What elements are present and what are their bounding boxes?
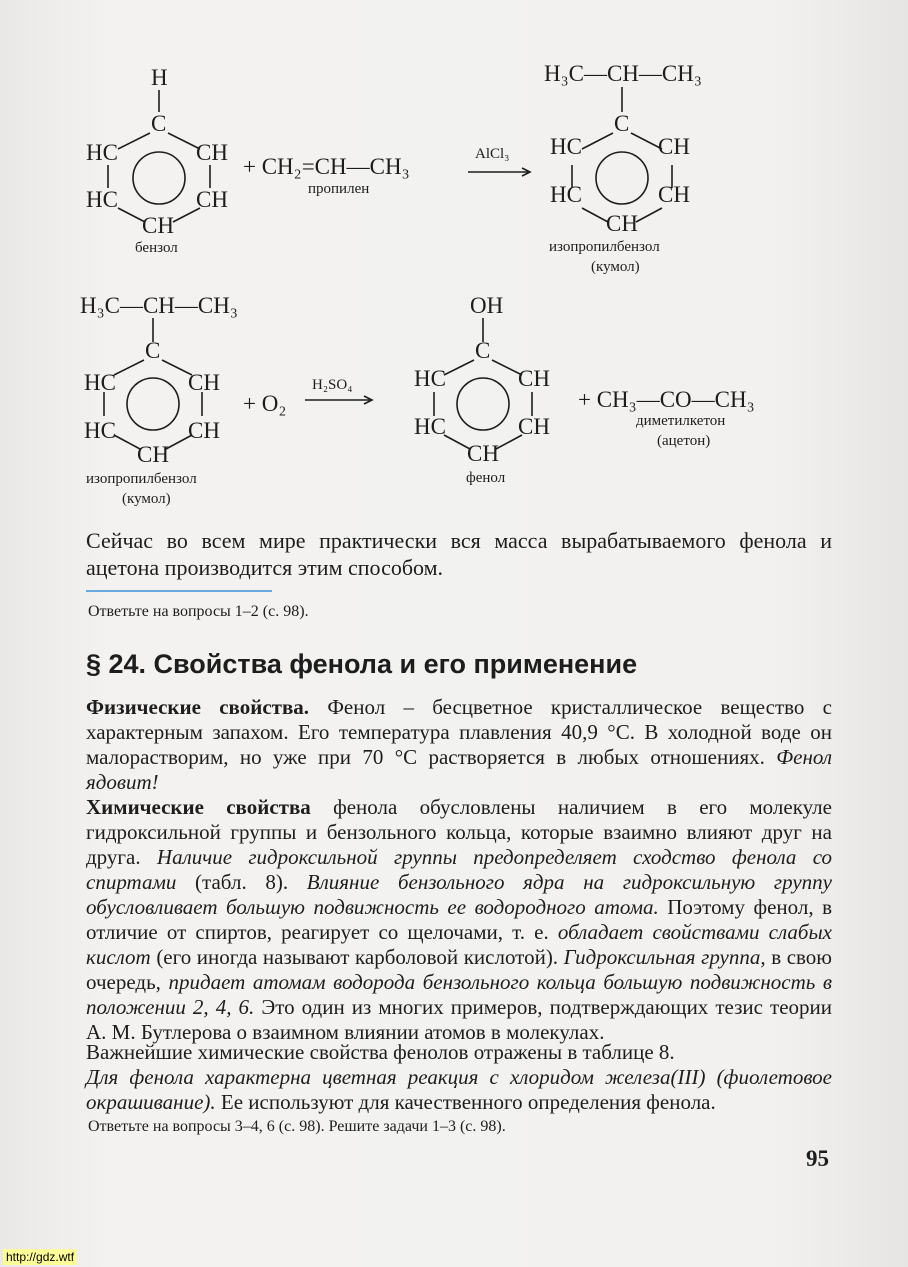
ring-c: C (151, 111, 167, 136)
chemical-emphasis: обладает свойствами слабых кислот (86, 920, 832, 969)
catalyst-h2so4: H₂SO₄ (312, 377, 353, 393)
benzene-label: бензол (135, 240, 178, 256)
ring-hc: HC (86, 140, 118, 165)
section-title: § 24. Свойства фенола и его применение (86, 649, 638, 679)
cumene-label: изопропилбензол (549, 239, 660, 255)
ring-hc: HC (86, 187, 118, 212)
ring-ch: CH (142, 213, 174, 238)
propylene-label: пропилен (308, 181, 370, 197)
ring-hc: HC (550, 182, 582, 207)
ring-c: C (145, 338, 161, 363)
cumene-label: изопропилбензол (86, 471, 197, 487)
chemical-text: (табл. 8). (176, 870, 307, 894)
ring-hc: HC (414, 366, 446, 391)
chemical-emphasis: Гидроксильная группа, (563, 945, 766, 969)
isopropyl-group: H₃C—CH—CH₃ (80, 293, 238, 318)
ring-ch: CH (188, 418, 220, 443)
ring-ch: CH (196, 187, 228, 212)
catalyst-alcl3: AlCl₃ (475, 146, 510, 162)
chemical-text: Это один из многих примеров, подтверждающих тезис теории А. М. Бутлерова о взаимном влиянии атомов в молекулах. (86, 995, 832, 1044)
ring-ch: CH (196, 140, 228, 165)
oxygen-reagent: + O₂ (243, 391, 287, 416)
acetone-formula: + CH₃—CO—CH₃ (578, 387, 755, 412)
ring-c: C (475, 338, 491, 363)
chemical-emphasis: придает атомам водорода бензольного кольца большую подвижность в положении 2, 4, 6. (86, 970, 832, 1019)
physical-properties-paragraph (86, 695, 832, 795)
questions-reference: Ответьте на вопросы 3–4, 6 (с. 98). Решите задачи 1–3 (с. 98). (88, 1118, 506, 1135)
ring-ch: CH (467, 441, 499, 466)
ring-ch: CH (188, 370, 220, 395)
color-reaction-text: Ее используют для качественного определения фенола. (215, 1090, 716, 1114)
ring-hc: HC (84, 418, 116, 443)
chemical-emphasis: Влияние бензольного ядра на гидроксильную группу обусловливает большую подвижность ее водородного атома. (86, 870, 832, 919)
page-number: 95 (806, 1146, 829, 1171)
ring-hc: HC (550, 134, 582, 159)
propylene-formula: + CH₂=CH—CH₃ (243, 154, 410, 179)
questions-reference: Ответьте на вопросы 1–2 (с. 98). (88, 603, 309, 620)
ring-hc: HC (84, 370, 116, 395)
ring-ch: CH (518, 366, 550, 391)
benzene-top-h: H (151, 65, 168, 90)
intro-paragraph: Сейчас во всем мире практически вся масса вырабатываемого фенола и ацетона производится этим способом. (86, 528, 832, 580)
watermark-link[interactable]: http://gdz.wtf (3, 1249, 77, 1265)
ring-ch: CH (606, 211, 638, 236)
phenol-label: фенол (466, 470, 506, 486)
ring-ch: CH (518, 414, 550, 439)
chemical-lead: Химические свойства (86, 795, 311, 819)
color-reaction-paragraph (86, 1065, 832, 1115)
chemical-emphasis: Наличие гидроксильной группы предопределяет сходство фенола со спиртами (86, 845, 832, 894)
ring-ch: CH (658, 182, 690, 207)
chemical-properties-paragraph (86, 795, 832, 1045)
ring-c: C (614, 111, 630, 136)
color-reaction-emphasis: Для фенола характерна цветная реакция с хлоридом железа(III) (фиолетовое окрашивание). (86, 1065, 832, 1114)
acetone-label-alt: (ацетон) (657, 433, 711, 449)
hydroxyl-group: OH (470, 293, 504, 318)
chemical-text: Поэтому фенол, в отличие от спиртов, реагирует со щелочами, т. е. (86, 895, 832, 944)
cumene-label-alt: (кумол) (122, 491, 171, 507)
table-reference-paragraph: Важнейшие химические свойства фенолов отражены в таблице 8. (86, 1040, 675, 1064)
chemical-text: в свою очередь, (86, 945, 832, 994)
physical-lead: Физические свойства. (86, 695, 310, 719)
acetone-label: диметилкетон (636, 413, 726, 429)
ring-ch: CH (658, 134, 690, 159)
physical-text: Фенол – бесцветное кристаллическое вещество с характерным запахом. Его температура плавления 40,9 °C. В холодной воде он малорастворим, но уже при 70 °C растворяется в любых отношениях. (86, 695, 833, 769)
cumene-label-alt: (кумол) (591, 259, 640, 275)
physical-warning: Фенол ядовит! (86, 745, 832, 794)
ring-hc: HC (414, 414, 446, 439)
chemical-text: фенола обусловлены наличием в его молекуле гидроксильной группы и бензольного кольца, которые взаимно влияют друг на друга. (86, 795, 832, 869)
ring-ch: CH (137, 442, 169, 467)
chemical-text: (его иногда называют карболовой кислотой). (150, 945, 564, 969)
isopropyl-group: H₃C—CH—CH₃ (544, 61, 702, 86)
